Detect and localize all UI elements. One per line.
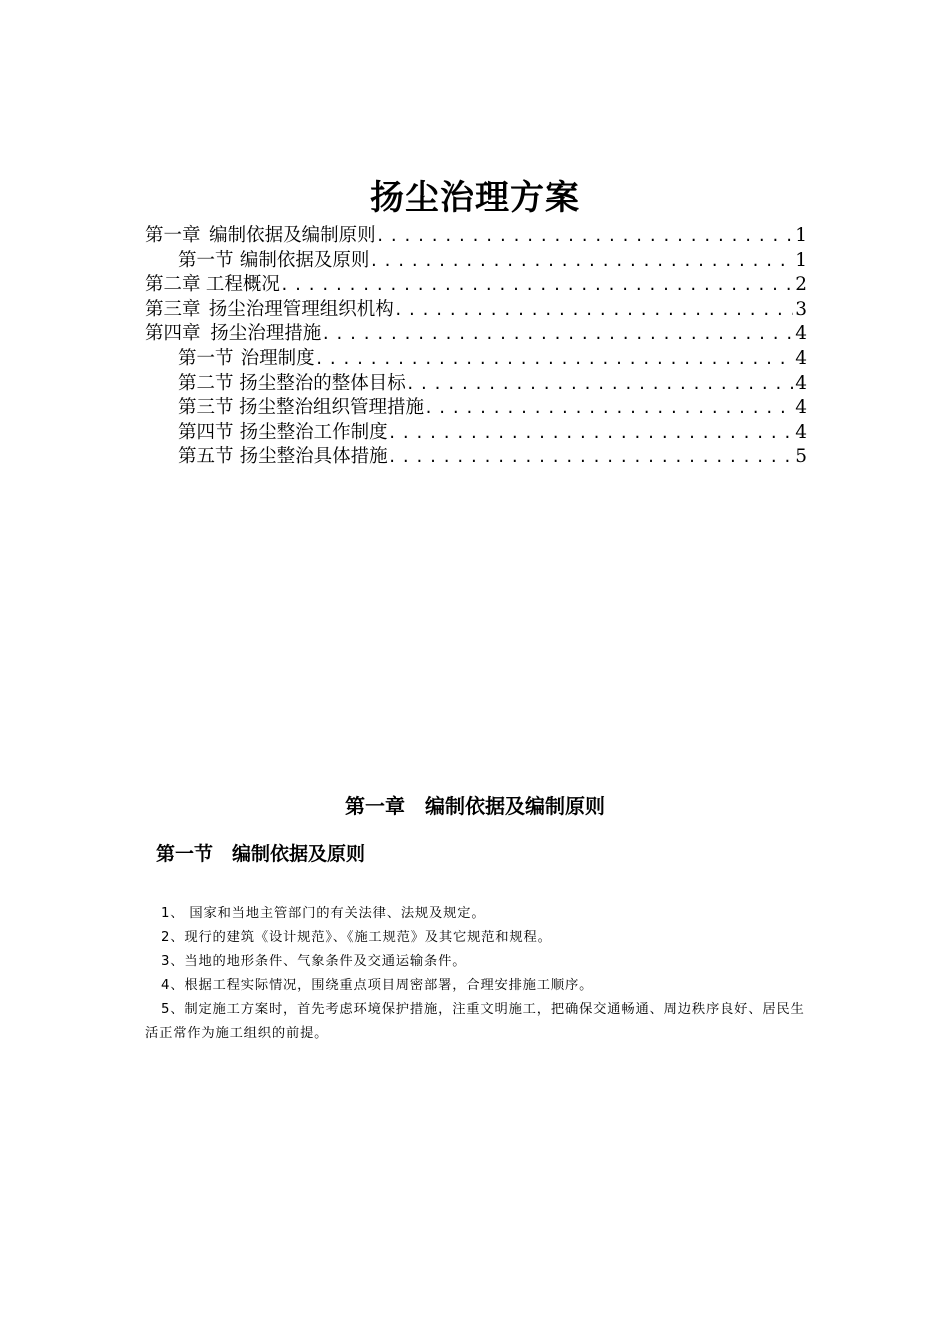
toc-entry-text: 治理制度	[240, 347, 315, 369]
toc-entry-text: 编制依据及编制原则	[209, 225, 376, 246]
toc-leader-dots	[394, 298, 793, 323]
toc-leader-dots	[388, 421, 794, 446]
toc-entry[interactable]	[145, 347, 807, 372]
toc-entry-label: 第三节	[178, 397, 234, 419]
toc-page-number: 2	[795, 274, 807, 296]
section-heading: 第一节 编制依据及原则	[156, 843, 366, 865]
toc-entry-text: 扬尘整治具体措施	[239, 446, 388, 468]
toc-leader-dots	[388, 445, 794, 470]
toc-page-number: 5	[795, 446, 807, 468]
toc-entry-text: 扬尘整治工作制度	[239, 421, 388, 443]
toc-entry-label: 第四节	[178, 421, 234, 443]
toc-entry-label: 第三章	[145, 298, 201, 320]
toc-page-number: 1	[795, 225, 807, 246]
document-title: 扬尘治理方案	[370, 178, 580, 218]
paragraph: 4、根据工程实际情况，围绕重点项目周密部署，合理安排施工顺序。	[161, 978, 594, 993]
toc-page-number: 4	[795, 347, 807, 369]
toc-entry[interactable]	[145, 249, 807, 274]
toc-entry[interactable]	[145, 445, 807, 470]
chapter-heading: 第一章 编制依据及编制原则	[345, 794, 605, 818]
toc-entry[interactable]	[145, 322, 807, 347]
paragraph: 5、制定施工方案时，首先考虑环境保护措施，注重文明施工，把确保交通畅通、周边秩序良好、居民生活正常作为施工组织的前提。	[145, 1002, 805, 1041]
toc-entry[interactable]	[145, 396, 807, 421]
body-text	[145, 902, 815, 1046]
toc-entry[interactable]	[145, 298, 807, 323]
toc-entry[interactable]	[145, 372, 807, 397]
toc-leader-dots	[424, 396, 793, 421]
toc-leader-dots	[315, 347, 794, 372]
toc-entry-text: 扬尘治理管理组织机构	[208, 298, 394, 320]
toc-entry-label: 第二节	[178, 372, 234, 394]
toc-page-number: 1	[795, 249, 807, 271]
toc-entry-text: 工程概况	[205, 274, 280, 296]
toc-page-number: 4	[795, 323, 807, 345]
toc-entry-text: 扬尘治理措施	[210, 323, 322, 345]
toc-leader-dots	[406, 372, 793, 397]
toc-entry[interactable]	[145, 421, 807, 446]
toc-leader-dots	[376, 224, 794, 249]
toc-leader-dots	[369, 249, 793, 274]
paragraph: 3、当地的地形条件、气象条件及交通运输条件。	[161, 954, 467, 969]
toc-entry-label: 第五节	[178, 446, 234, 468]
toc-entry-text: 扬尘整治组织管理措施	[239, 397, 425, 419]
paragraph: 2、现行的建筑《设计规范》、《施工规范》及其它规范和规程。	[161, 930, 552, 945]
toc-page-number: 4	[795, 421, 807, 443]
toc-leader-dots	[321, 322, 793, 347]
toc-entry-label: 第一节	[178, 249, 234, 271]
toc-entry[interactable]	[145, 273, 807, 298]
paragraph: 1、 国家和当地主管部门的有关法律、法规及规定。	[161, 906, 486, 921]
toc-entry-text: 编制依据及原则	[239, 249, 370, 271]
toc-entry[interactable]	[145, 224, 807, 249]
toc-page-number: 3	[795, 298, 807, 320]
table-of-contents	[145, 224, 807, 470]
toc-entry-label: 第二章	[145, 274, 201, 296]
toc-entry-label: 第四章	[145, 323, 201, 345]
toc-entry-label: 第一节	[178, 347, 234, 369]
toc-page-number: 4	[795, 372, 807, 394]
toc-entry-label: 第一章	[145, 225, 201, 246]
toc-entry-text: 扬尘整治的整体目标	[239, 372, 406, 394]
toc-page-number: 4	[795, 397, 807, 419]
toc-leader-dots	[280, 273, 793, 298]
